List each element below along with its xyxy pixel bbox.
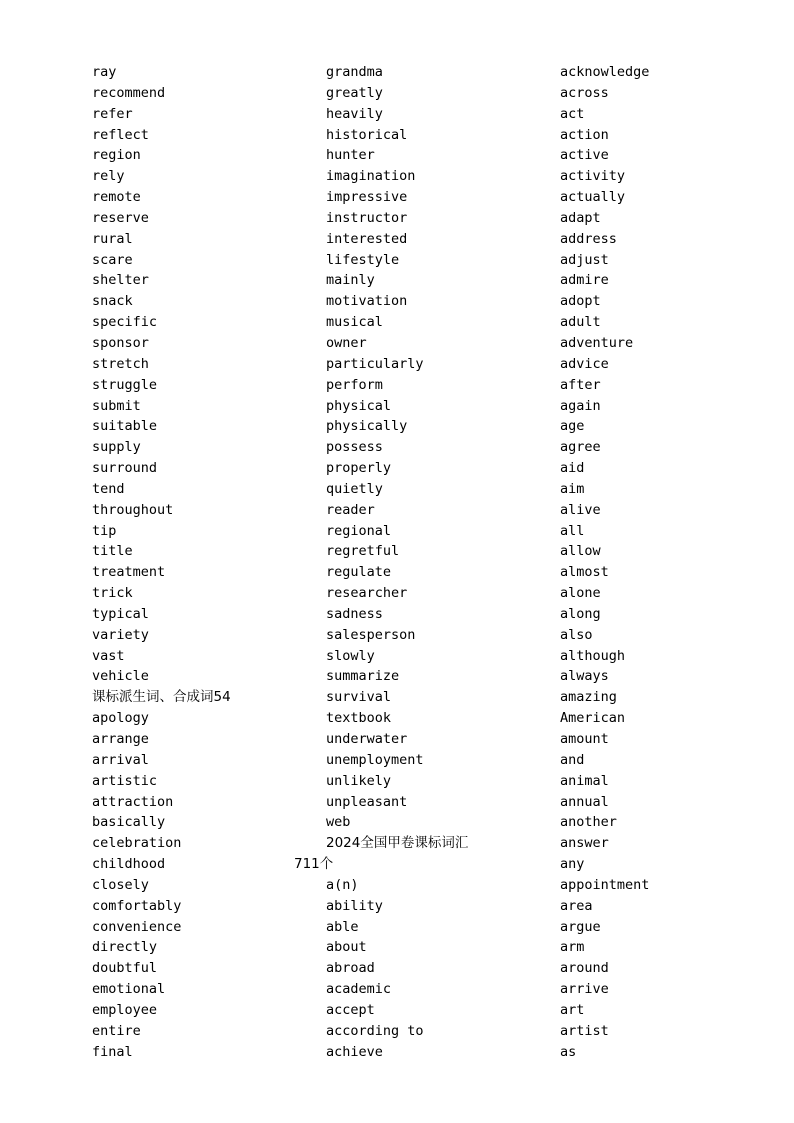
word-item: reader [326,501,375,518]
word-item: grandma [326,64,383,80]
word-item: reserve [92,209,149,226]
word-item: as [560,1043,577,1060]
word-item: and [560,751,585,768]
word-item: remote [92,189,141,206]
word-item: achieve [326,1043,383,1060]
word-item: treatment [92,564,166,581]
word-item: across [560,84,609,101]
word-item: always [560,668,609,685]
word-item: attraction [92,793,174,810]
word-item: quietly [326,480,383,497]
word-item: unlikely [326,772,392,789]
word-item: argue [560,918,601,935]
word-item: impressive [326,189,408,206]
word-item: arrival [92,751,149,768]
word-item: tend [92,480,125,497]
word-item: survival [326,689,392,706]
word-item: historical [326,126,408,143]
word-item: suitable [92,418,158,435]
word-item: also [560,626,593,643]
word-item: sponsor [92,334,149,351]
word-item: motivation [326,293,408,310]
word-item: alive [560,501,601,518]
word-item: variety [92,626,149,643]
word-item: slowly [326,647,375,664]
word-item: action [560,126,609,143]
word-item: vehicle [92,668,149,685]
word-item: although [560,647,626,664]
word-item: admire [560,272,609,289]
word-item: allow [560,543,601,560]
word-item: snack [92,293,133,310]
word-item: American [560,710,626,727]
word-item: artistic [92,772,158,789]
word-item: web [326,814,351,831]
section-heading-tail: 711个 [294,856,334,873]
word-item: tip [92,522,117,539]
word-item: all [560,522,585,539]
word-column-3 [560,62,775,1063]
word-item: alone [560,585,601,602]
word-item: another [560,814,617,831]
word-item: submit [92,397,141,414]
word-item: closely [92,876,149,893]
word-item: employee [92,1001,158,1018]
word-item: agree [560,439,601,456]
word-item: according to [326,1022,424,1039]
word-item: activity [560,168,626,185]
word-item: struggle [92,376,158,393]
word-item: physically [326,418,408,435]
word-item: emotional [92,981,166,998]
word-item: aid [560,460,585,477]
word-item: regretful [326,543,400,560]
word-item: physical [326,397,392,414]
word-item: unemployment [326,751,424,768]
word-item: artist [560,1022,609,1039]
word-item: textbook [326,710,392,727]
word-item: adventure [560,334,634,351]
word-item: throughout [92,501,174,518]
word-item: able [326,918,359,935]
word-item: reflect [92,126,149,143]
word-item: vast [92,647,125,664]
word-item: salesperson [326,626,416,643]
word-item: trick [92,585,133,602]
word-item: greatly [326,84,383,101]
word-item: actually [560,189,626,206]
word-item: after [560,376,601,393]
word-item: region [92,147,141,164]
word-item: area [560,897,593,914]
word-item: imagination [326,168,416,185]
word-column-1 [92,62,307,1063]
word-item: entire [92,1022,141,1039]
word-item: along [560,605,601,622]
word-item: adjust [560,251,609,268]
word-column-2 [294,62,541,1063]
section-heading: 2024全国甲卷课标词汇 [326,835,469,852]
word-item: convenience [92,918,182,935]
word-item: amazing [560,689,617,706]
word-item: title [92,543,133,560]
word-item: almost [560,564,609,581]
word-item: specific [92,314,158,331]
word-item: any [560,856,585,873]
word-item: summarize [326,668,400,685]
word-item: regulate [326,564,392,581]
word-item: surround [92,460,158,477]
word-item: a(n) [326,876,359,893]
word-item: shelter [92,272,149,289]
word-item: final [92,1043,133,1060]
word-item: musical [326,314,383,331]
word-item: supply [92,439,141,456]
word-item: recommend [92,84,166,101]
word-item: mainly [326,272,375,289]
word-item: apology [92,710,149,727]
word-item: arrive [560,981,609,998]
word-item: hunter [326,147,375,164]
word-item: owner [326,334,367,351]
word-item: acknowledge [560,64,650,80]
word-item: rely [92,168,125,185]
word-item: directly [92,939,158,956]
word-item: basically [92,814,166,831]
word-item: sadness [326,605,383,622]
word-item: active [560,147,609,164]
word-item: age [560,418,585,435]
word-item: advice [560,355,609,372]
word-item: regional [326,522,392,539]
word-item: adopt [560,293,601,310]
word-item: possess [326,439,383,456]
word-item: appointment [560,876,650,893]
word-item: heavily [326,105,383,122]
word-item: comfortably [92,897,182,914]
word-item: underwater [326,731,408,747]
word-item: accept [326,1001,375,1018]
word-item: answer [560,835,609,852]
word-item: arm [560,939,585,956]
word-item: childhood [92,856,166,873]
word-item: unpleasant [326,793,408,810]
word-item: particularly [326,355,424,372]
word-item: rural [92,230,133,247]
word-item: again [560,397,601,414]
word-item: aim [560,480,585,497]
word-item: act [560,105,585,122]
word-item: about [326,939,367,956]
word-item: abroad [326,960,375,977]
word-item: ability [326,897,383,914]
word-item: interested [326,230,408,247]
word-item: ray [92,64,117,80]
section-heading: 课标派生词、合成词54 [92,689,231,706]
word-item: adult [560,314,601,331]
word-item: doubtful [92,960,158,977]
word-item: academic [326,981,392,998]
word-item: properly [326,460,392,477]
section-heading-wrap [294,854,541,875]
word-item: amount [560,731,609,747]
word-item: scare [92,251,133,268]
word-item: instructor [326,209,408,226]
word-item: arrange [92,731,149,747]
word-item: address [560,230,617,247]
word-item: around [560,960,609,977]
word-item: adapt [560,209,601,226]
word-item: perform [326,376,383,393]
word-item: researcher [326,585,408,602]
word-item: celebration [92,835,182,852]
word-item: annual [560,793,609,810]
word-item: stretch [92,355,149,372]
word-item: refer [92,105,133,122]
word-item: art [560,1001,585,1018]
word-item: lifestyle [326,251,400,268]
word-item: animal [560,772,609,789]
word-item: typical [92,605,149,622]
